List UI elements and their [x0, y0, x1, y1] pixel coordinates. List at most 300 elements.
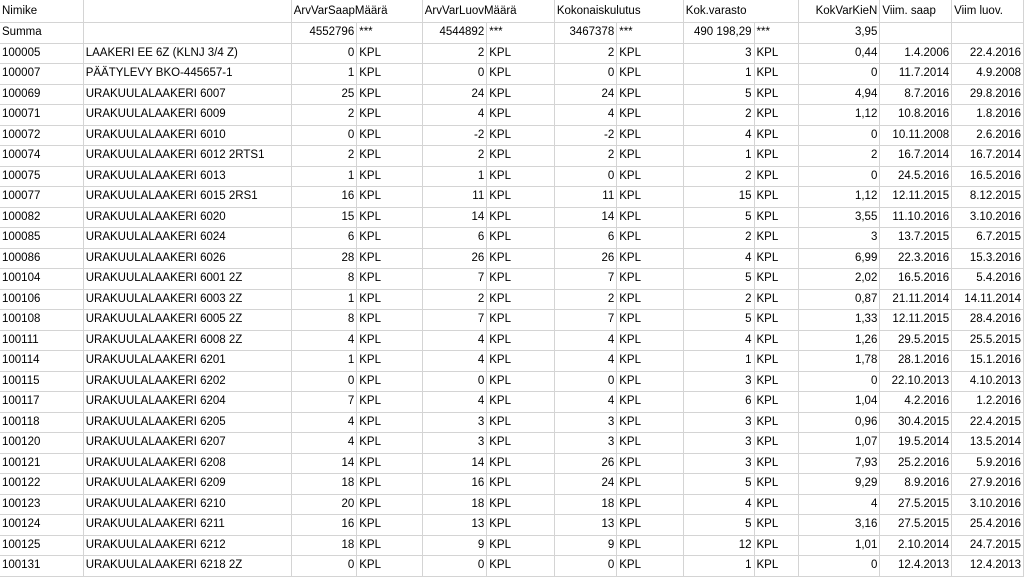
cell-unit-kulutus[interactable]: KPL — [617, 146, 684, 167]
cell-item-code[interactable]: 100069 — [0, 84, 83, 105]
cell-arv-var-saap-maara[interactable]: 0 — [291, 371, 357, 392]
cell-item-name[interactable]: URAKUULALAAKERI 6012 2RTS1 — [83, 146, 291, 167]
cell-viim-saap[interactable]: 12.4.2013 — [880, 556, 952, 577]
cell-arv-var-luov-maara[interactable]: 24 — [422, 84, 486, 105]
cell-viim-luov[interactable]: 13.5.2014 — [952, 433, 1024, 454]
cell-unit-luov[interactable]: KPL — [487, 269, 555, 290]
cell-unit-varasto[interactable]: KPL — [754, 64, 799, 85]
cell-kok-var-kien[interactable]: 0 — [799, 371, 880, 392]
cell-item-name[interactable]: URAKUULALAAKERI 6202 — [83, 371, 291, 392]
cell-arv-var-saap-maara[interactable]: 1 — [291, 166, 357, 187]
cell-arv-var-saap-maara[interactable]: 0 — [291, 125, 357, 146]
cell-arv-var-saap-maara[interactable]: 20 — [291, 494, 357, 515]
cell-viim-saap[interactable]: 8.7.2016 — [880, 84, 952, 105]
cell-kok-varasto[interactable]: 3 — [683, 43, 754, 64]
cell-item-name[interactable]: URAKUULALAAKERI 6207 — [83, 433, 291, 454]
cell-unit-varasto[interactable]: KPL — [754, 125, 799, 146]
cell-unit-saap[interactable]: KPL — [357, 515, 423, 536]
cell-item-name[interactable]: URAKUULALAAKERI 6020 — [83, 207, 291, 228]
cell-kok-var-kien[interactable]: 0,44 — [799, 43, 880, 64]
cell-unit-luov[interactable]: *** — [487, 23, 555, 44]
cell-viim-saap[interactable]: 11.10.2016 — [880, 207, 952, 228]
cell-unit-luov[interactable]: KPL — [487, 43, 555, 64]
cell-unit-kulutus[interactable]: KPL — [617, 351, 684, 372]
cell-kok-varasto[interactable]: 2 — [683, 105, 754, 126]
cell-item-code[interactable]: 100104 — [0, 269, 83, 290]
cell-item-name[interactable]: URAKUULALAAKERI 6009 — [83, 105, 291, 126]
cell-unit-luov[interactable]: KPL — [487, 556, 555, 577]
cell-unit-saap[interactable]: KPL — [357, 351, 423, 372]
cell-kokonaiskulutus[interactable]: 0 — [554, 166, 616, 187]
cell-item-name[interactable]: PÄÄTYLEVY BKO-445657-1 — [83, 64, 291, 85]
cell-unit-kulutus[interactable]: KPL — [617, 105, 684, 126]
cell-kokonaiskulutus[interactable]: Kokonaiskulutus — [554, 0, 616, 23]
cell-unit-luov[interactable]: KPL — [487, 412, 555, 433]
cell-item-code[interactable]: 100108 — [0, 310, 83, 331]
cell-unit-saap[interactable]: KPL — [357, 474, 423, 495]
cell-unit-varasto[interactable]: KPL — [754, 146, 799, 167]
cell-viim-saap[interactable]: 29.5.2015 — [880, 330, 952, 351]
cell-unit-kulutus[interactable]: KPL — [617, 64, 684, 85]
cell-item-code[interactable]: 100120 — [0, 433, 83, 454]
cell-unit-saap[interactable]: KPL — [357, 146, 423, 167]
cell-unit-varasto[interactable]: KPL — [754, 392, 799, 413]
cell-viim-saap[interactable]: 16.7.2014 — [880, 146, 952, 167]
cell-kokonaiskulutus[interactable]: 3 — [554, 412, 616, 433]
cell-unit-varasto[interactable]: *** — [754, 23, 799, 44]
cell-unit-saap[interactable]: KPL — [357, 535, 423, 556]
cell-viim-luov[interactable]: 16.5.2016 — [952, 166, 1024, 187]
cell-unit-luov[interactable]: KPL — [487, 433, 555, 454]
cell-unit-varasto[interactable]: KPL — [754, 453, 799, 474]
cell-unit-kulutus[interactable]: *** — [617, 23, 684, 44]
cell-unit-kulutus[interactable]: KPL — [617, 207, 684, 228]
cell-kok-varasto[interactable]: 3 — [683, 371, 754, 392]
cell-kok-varasto[interactable]: 1 — [683, 556, 754, 577]
cell-unit-kulutus[interactable]: KPL — [617, 166, 684, 187]
cell-viim-luov[interactable]: 24.7.2015 — [952, 535, 1024, 556]
cell-arv-var-luov-maara[interactable]: 6 — [422, 228, 486, 249]
cell-viim-luov[interactable]: 2.6.2016 — [952, 125, 1024, 146]
cell-arv-var-saap-maara[interactable]: 6 — [291, 228, 357, 249]
cell-unit-luov[interactable]: KPL — [487, 166, 555, 187]
cell-arv-var-saap-maara[interactable]: 4 — [291, 433, 357, 454]
cell-kokonaiskulutus[interactable]: 26 — [554, 248, 616, 269]
cell-arv-var-luov-maara[interactable]: ArvVarLuovMäärä — [422, 0, 486, 23]
cell-kok-var-kien[interactable]: 0,87 — [799, 289, 880, 310]
cell-unit-kulutus[interactable]: KPL — [617, 515, 684, 536]
cell-unit-varasto[interactable]: KPL — [754, 412, 799, 433]
cell-unit-varasto[interactable]: KPL — [754, 248, 799, 269]
cell-viim-saap[interactable] — [880, 23, 952, 44]
cell-kok-var-kien[interactable]: 1,78 — [799, 351, 880, 372]
cell-viim-saap[interactable]: 19.5.2014 — [880, 433, 952, 454]
cell-item-code[interactable]: 100106 — [0, 289, 83, 310]
cell-unit-saap[interactable]: KPL — [357, 187, 423, 208]
cell-viim-saap[interactable]: 25.2.2016 — [880, 453, 952, 474]
cell-kok-varasto[interactable]: 3 — [683, 453, 754, 474]
cell-viim-luov[interactable]: 5.9.2016 — [952, 453, 1024, 474]
cell-unit-saap[interactable]: KPL — [357, 125, 423, 146]
cell-item-code[interactable]: 100007 — [0, 64, 83, 85]
cell-kok-varasto[interactable]: 5 — [683, 310, 754, 331]
cell-kok-var-kien[interactable]: 4,94 — [799, 84, 880, 105]
cell-kok-var-kien[interactable]: 1,33 — [799, 310, 880, 331]
cell-item-name[interactable]: URAKUULALAAKERI 6209 — [83, 474, 291, 495]
cell-unit-kulutus[interactable]: KPL — [617, 494, 684, 515]
cell-unit-varasto[interactable]: KPL — [754, 556, 799, 577]
cell-arv-var-saap-maara[interactable]: 4 — [291, 412, 357, 433]
cell-unit-varasto[interactable]: KPL — [754, 515, 799, 536]
cell-item-code[interactable]: 100114 — [0, 351, 83, 372]
cell-unit-luov[interactable]: KPL — [487, 453, 555, 474]
cell-arv-var-saap-maara[interactable]: 1 — [291, 351, 357, 372]
cell-viim-saap[interactable]: 10.8.2016 — [880, 105, 952, 126]
cell-kok-var-kien[interactable]: 7,93 — [799, 453, 880, 474]
cell-unit-kulutus[interactable]: KPL — [617, 392, 684, 413]
cell-unit-varasto[interactable]: KPL — [754, 84, 799, 105]
cell-arv-var-luov-maara[interactable]: 0 — [422, 371, 486, 392]
cell-unit-luov[interactable]: KPL — [487, 392, 555, 413]
cell-viim-luov[interactable]: 28.4.2016 — [952, 310, 1024, 331]
cell-unit-luov[interactable]: KPL — [487, 289, 555, 310]
cell-kok-var-kien[interactable]: 3,95 — [799, 23, 880, 44]
cell-viim-luov[interactable]: 4.10.2013 — [952, 371, 1024, 392]
cell-item-name[interactable]: URAKUULALAAKERI 6024 — [83, 228, 291, 249]
cell-arv-var-saap-maara[interactable]: 14 — [291, 453, 357, 474]
cell-item-name[interactable] — [83, 0, 291, 23]
cell-kokonaiskulutus[interactable]: 4 — [554, 351, 616, 372]
cell-viim-saap[interactable]: 22.3.2016 — [880, 248, 952, 269]
cell-viim-saap[interactable]: 12.11.2015 — [880, 310, 952, 331]
cell-item-name[interactable] — [83, 23, 291, 44]
cell-kokonaiskulutus[interactable]: 26 — [554, 453, 616, 474]
cell-arv-var-luov-maara[interactable]: 4 — [422, 105, 486, 126]
cell-arv-var-saap-maara[interactable]: 2 — [291, 146, 357, 167]
cell-item-code[interactable]: 100075 — [0, 166, 83, 187]
cell-kok-varasto[interactable]: 4 — [683, 248, 754, 269]
cell-kok-var-kien[interactable]: 3 — [799, 228, 880, 249]
cell-unit-luov[interactable]: KPL — [487, 535, 555, 556]
cell-viim-saap[interactable]: 8.9.2016 — [880, 474, 952, 495]
cell-viim-saap[interactable]: 30.4.2015 — [880, 412, 952, 433]
cell-unit-saap[interactable]: KPL — [357, 330, 423, 351]
cell-kokonaiskulutus[interactable]: 4 — [554, 392, 616, 413]
cell-item-name[interactable]: URAKUULALAAKERI 6204 — [83, 392, 291, 413]
cell-kok-varasto[interactable]: 4 — [683, 125, 754, 146]
cell-item-name[interactable]: URAKUULALAAKERI 6205 — [83, 412, 291, 433]
cell-item-name[interactable]: URAKUULALAAKERI 6210 — [83, 494, 291, 515]
cell-kokonaiskulutus[interactable]: 18 — [554, 494, 616, 515]
cell-kok-var-kien[interactable]: 2 — [799, 146, 880, 167]
cell-arv-var-saap-maara[interactable]: 15 — [291, 207, 357, 228]
cell-viim-luov[interactable]: 6.7.2015 — [952, 228, 1024, 249]
cell-arv-var-saap-maara[interactable]: 8 — [291, 269, 357, 290]
cell-unit-saap[interactable]: KPL — [357, 289, 423, 310]
cell-kokonaiskulutus[interactable]: 6 — [554, 228, 616, 249]
cell-viim-luov[interactable]: 1.2.2016 — [952, 392, 1024, 413]
cell-arv-var-luov-maara[interactable]: 4544892 — [422, 23, 486, 44]
cell-unit-saap[interactable]: KPL — [357, 392, 423, 413]
cell-arv-var-saap-maara[interactable]: ArvVarSaapMäärä — [291, 0, 357, 23]
cell-arv-var-saap-maara[interactable]: 18 — [291, 474, 357, 495]
cell-unit-saap[interactable]: KPL — [357, 371, 423, 392]
cell-unit-varasto[interactable]: KPL — [754, 310, 799, 331]
cell-kokonaiskulutus[interactable]: 3 — [554, 433, 616, 454]
cell-kok-var-kien[interactable]: 1,04 — [799, 392, 880, 413]
cell-arv-var-luov-maara[interactable]: 4 — [422, 351, 486, 372]
cell-viim-luov[interactable]: 16.7.2014 — [952, 146, 1024, 167]
cell-viim-saap[interactable]: 16.5.2016 — [880, 269, 952, 290]
cell-unit-luov[interactable]: KPL — [487, 84, 555, 105]
cell-unit-saap[interactable]: KPL — [357, 556, 423, 577]
cell-item-name[interactable]: URAKUULALAAKERI 6026 — [83, 248, 291, 269]
cell-unit-kulutus[interactable]: KPL — [617, 310, 684, 331]
cell-viim-luov[interactable]: 25.5.2015 — [952, 330, 1024, 351]
cell-viim-luov[interactable]: 15.1.2016 — [952, 351, 1024, 372]
cell-arv-var-luov-maara[interactable]: 0 — [422, 556, 486, 577]
cell-viim-saap[interactable]: 28.1.2016 — [880, 351, 952, 372]
cell-viim-saap[interactable]: 24.5.2016 — [880, 166, 952, 187]
cell-unit-luov[interactable]: KPL — [487, 474, 555, 495]
cell-arv-var-saap-maara[interactable]: 0 — [291, 556, 357, 577]
cell-kokonaiskulutus[interactable]: 2 — [554, 289, 616, 310]
cell-kok-var-kien[interactable]: 1,07 — [799, 433, 880, 454]
cell-unit-varasto[interactable]: KPL — [754, 187, 799, 208]
cell-unit-kulutus[interactable]: KPL — [617, 187, 684, 208]
cell-item-code[interactable]: 100123 — [0, 494, 83, 515]
cell-kok-varasto[interactable]: Kok.varasto — [683, 0, 754, 23]
cell-arv-var-saap-maara[interactable]: 8 — [291, 310, 357, 331]
cell-unit-varasto[interactable]: KPL — [754, 166, 799, 187]
cell-unit-luov[interactable]: KPL — [487, 207, 555, 228]
cell-unit-varasto[interactable]: KPL — [754, 535, 799, 556]
cell-unit-varasto[interactable]: KPL — [754, 207, 799, 228]
cell-arv-var-luov-maara[interactable]: 14 — [422, 207, 486, 228]
cell-viim-luov[interactable]: 27.9.2016 — [952, 474, 1024, 495]
cell-unit-varasto[interactable]: KPL — [754, 228, 799, 249]
cell-kokonaiskulutus[interactable]: 0 — [554, 556, 616, 577]
cell-item-name[interactable]: URAKUULALAAKERI 6201 — [83, 351, 291, 372]
cell-item-name[interactable]: URAKUULALAAKERI 6218 2Z — [83, 556, 291, 577]
cell-kok-varasto[interactable]: 2 — [683, 289, 754, 310]
cell-unit-saap[interactable]: KPL — [357, 453, 423, 474]
cell-arv-var-luov-maara[interactable]: 14 — [422, 453, 486, 474]
cell-viim-luov[interactable]: 4.9.2008 — [952, 64, 1024, 85]
cell-unit-saap[interactable]: KPL — [357, 84, 423, 105]
cell-kokonaiskulutus[interactable]: -2 — [554, 125, 616, 146]
cell-viim-saap[interactable]: 21.11.2014 — [880, 289, 952, 310]
cell-kok-var-kien[interactable]: 1,12 — [799, 105, 880, 126]
cell-kok-var-kien[interactable]: 0 — [799, 166, 880, 187]
cell-kokonaiskulutus[interactable]: 0 — [554, 64, 616, 85]
cell-kokonaiskulutus[interactable]: 2 — [554, 146, 616, 167]
cell-unit-saap[interactable]: KPL — [357, 412, 423, 433]
cell-kok-var-kien[interactable]: 1,01 — [799, 535, 880, 556]
cell-viim-luov[interactable]: 22.4.2015 — [952, 412, 1024, 433]
cell-viim-luov[interactable]: 12.4.2013 — [952, 556, 1024, 577]
cell-viim-luov[interactable]: 29.8.2016 — [952, 84, 1024, 105]
cell-unit-kulutus[interactable]: KPL — [617, 330, 684, 351]
cell-kok-var-kien[interactable]: 0 — [799, 556, 880, 577]
cell-kokonaiskulutus[interactable]: 9 — [554, 535, 616, 556]
cell-kok-varasto[interactable]: 3 — [683, 433, 754, 454]
cell-kok-var-kien[interactable]: 0 — [799, 64, 880, 85]
cell-unit-luov[interactable]: KPL — [487, 330, 555, 351]
cell-kok-var-kien[interactable]: 1,12 — [799, 187, 880, 208]
cell-item-code[interactable]: 100118 — [0, 412, 83, 433]
cell-unit-varasto[interactable]: KPL — [754, 351, 799, 372]
cell-unit-saap[interactable]: KPL — [357, 494, 423, 515]
cell-item-code[interactable]: 100072 — [0, 125, 83, 146]
cell-unit-varasto[interactable] — [754, 0, 799, 23]
cell-unit-saap[interactable]: KPL — [357, 248, 423, 269]
cell-viim-saap[interactable]: 11.7.2014 — [880, 64, 952, 85]
cell-arv-var-saap-maara[interactable]: 25 — [291, 84, 357, 105]
cell-item-name[interactable]: URAKUULALAAKERI 6010 — [83, 125, 291, 146]
cell-arv-var-luov-maara[interactable]: 16 — [422, 474, 486, 495]
cell-item-name[interactable]: URAKUULALAAKERI 6008 2Z — [83, 330, 291, 351]
cell-item-code[interactable]: 100071 — [0, 105, 83, 126]
cell-arv-var-luov-maara[interactable]: 3 — [422, 433, 486, 454]
cell-unit-luov[interactable]: KPL — [487, 228, 555, 249]
cell-item-code[interactable]: 100117 — [0, 392, 83, 413]
cell-kokonaiskulutus[interactable]: 24 — [554, 84, 616, 105]
cell-item-code[interactable]: 100086 — [0, 248, 83, 269]
cell-unit-luov[interactable]: KPL — [487, 248, 555, 269]
cell-unit-luov[interactable]: KPL — [487, 64, 555, 85]
cell-kok-varasto[interactable]: 5 — [683, 515, 754, 536]
cell-arv-var-luov-maara[interactable]: 2 — [422, 43, 486, 64]
cell-unit-varasto[interactable]: KPL — [754, 43, 799, 64]
cell-kokonaiskulutus[interactable]: 2 — [554, 43, 616, 64]
cell-kok-varasto[interactable]: 1 — [683, 351, 754, 372]
cell-item-code[interactable]: Nimike — [0, 0, 83, 23]
cell-unit-kulutus[interactable]: KPL — [617, 228, 684, 249]
cell-viim-luov[interactable]: 8.12.2015 — [952, 187, 1024, 208]
cell-kok-varasto[interactable]: 5 — [683, 84, 754, 105]
cell-arv-var-luov-maara[interactable]: 26 — [422, 248, 486, 269]
cell-unit-saap[interactable]: KPL — [357, 105, 423, 126]
cell-arv-var-saap-maara[interactable]: 7 — [291, 392, 357, 413]
cell-unit-kulutus[interactable]: KPL — [617, 433, 684, 454]
cell-item-code[interactable]: 100125 — [0, 535, 83, 556]
cell-viim-luov[interactable]: 3.10.2016 — [952, 494, 1024, 515]
cell-arv-var-luov-maara[interactable]: 2 — [422, 289, 486, 310]
cell-arv-var-saap-maara[interactable]: 4 — [291, 330, 357, 351]
cell-kok-varasto[interactable]: 15 — [683, 187, 754, 208]
cell-unit-saap[interactable]: KPL — [357, 269, 423, 290]
cell-unit-saap[interactable]: KPL — [357, 228, 423, 249]
cell-item-code[interactable]: 100124 — [0, 515, 83, 536]
cell-kok-varasto[interactable]: 5 — [683, 269, 754, 290]
cell-kok-varasto[interactable]: 6 — [683, 392, 754, 413]
cell-unit-luov[interactable]: KPL — [487, 105, 555, 126]
cell-kok-var-kien[interactable]: 2,02 — [799, 269, 880, 290]
cell-kok-var-kien[interactable]: KokVarKieN — [799, 0, 880, 23]
cell-item-name[interactable]: URAKUULALAAKERI 6013 — [83, 166, 291, 187]
cell-unit-kulutus[interactable]: KPL — [617, 125, 684, 146]
cell-unit-saap[interactable]: KPL — [357, 310, 423, 331]
cell-unit-varasto[interactable]: KPL — [754, 269, 799, 290]
cell-unit-kulutus[interactable]: KPL — [617, 535, 684, 556]
cell-item-name[interactable]: URAKUULALAAKERI 6007 — [83, 84, 291, 105]
cell-unit-saap[interactable]: *** — [357, 23, 423, 44]
cell-arv-var-saap-maara[interactable]: 2 — [291, 105, 357, 126]
cell-kok-varasto[interactable]: 2 — [683, 166, 754, 187]
cell-item-code[interactable]: 100082 — [0, 207, 83, 228]
cell-kok-varasto[interactable]: 5 — [683, 207, 754, 228]
cell-item-name[interactable]: LAAKERI EE 6Z (KLNJ 3/4 Z) — [83, 43, 291, 64]
cell-unit-varasto[interactable]: KPL — [754, 105, 799, 126]
cell-kok-var-kien[interactable]: 0,96 — [799, 412, 880, 433]
cell-item-name[interactable]: URAKUULALAAKERI 6003 2Z — [83, 289, 291, 310]
cell-viim-saap[interactable]: 12.11.2015 — [880, 187, 952, 208]
cell-kokonaiskulutus[interactable]: 3467378 — [554, 23, 616, 44]
cell-unit-saap[interactable]: KPL — [357, 43, 423, 64]
cell-viim-luov[interactable]: 15.3.2016 — [952, 248, 1024, 269]
cell-kokonaiskulutus[interactable]: 24 — [554, 474, 616, 495]
cell-kokonaiskulutus[interactable]: 7 — [554, 310, 616, 331]
cell-viim-saap[interactable]: 4.2.2016 — [880, 392, 952, 413]
cell-viim-saap[interactable]: 1.4.2006 — [880, 43, 952, 64]
cell-arv-var-saap-maara[interactable]: 1 — [291, 64, 357, 85]
cell-kokonaiskulutus[interactable]: 4 — [554, 330, 616, 351]
cell-kokonaiskulutus[interactable]: 13 — [554, 515, 616, 536]
cell-viim-luov[interactable]: 3.10.2016 — [952, 207, 1024, 228]
cell-unit-kulutus[interactable]: KPL — [617, 43, 684, 64]
cell-viim-saap[interactable]: 13.7.2015 — [880, 228, 952, 249]
cell-kok-varasto[interactable]: 12 — [683, 535, 754, 556]
cell-item-code[interactable]: 100131 — [0, 556, 83, 577]
cell-arv-var-luov-maara[interactable]: 2 — [422, 146, 486, 167]
cell-item-code[interactable]: 100085 — [0, 228, 83, 249]
cell-unit-saap[interactable]: KPL — [357, 207, 423, 228]
cell-kok-var-kien[interactable]: 0 — [799, 125, 880, 146]
cell-arv-var-luov-maara[interactable]: 3 — [422, 412, 486, 433]
cell-arv-var-luov-maara[interactable]: 4 — [422, 392, 486, 413]
cell-kok-varasto[interactable]: 4 — [683, 330, 754, 351]
cell-kok-varasto[interactable]: 5 — [683, 474, 754, 495]
cell-unit-kulutus[interactable]: KPL — [617, 84, 684, 105]
cell-unit-luov[interactable]: KPL — [487, 187, 555, 208]
cell-arv-var-luov-maara[interactable]: 18 — [422, 494, 486, 515]
cell-unit-varasto[interactable]: KPL — [754, 494, 799, 515]
cell-viim-saap[interactable]: 2.10.2014 — [880, 535, 952, 556]
cell-viim-saap[interactable]: Viim. saap — [880, 0, 952, 23]
cell-unit-luov[interactable]: KPL — [487, 371, 555, 392]
cell-unit-luov[interactable]: KPL — [487, 351, 555, 372]
cell-kok-varasto[interactable]: 1 — [683, 146, 754, 167]
cell-item-name[interactable]: URAKUULALAAKERI 6001 2Z — [83, 269, 291, 290]
cell-kok-var-kien[interactable]: 6,99 — [799, 248, 880, 269]
cell-unit-kulutus[interactable]: KPL — [617, 556, 684, 577]
cell-unit-kulutus[interactable]: KPL — [617, 371, 684, 392]
cell-arv-var-saap-maara[interactable]: 16 — [291, 187, 357, 208]
cell-unit-luov[interactable]: KPL — [487, 146, 555, 167]
cell-viim-luov[interactable]: 22.4.2016 — [952, 43, 1024, 64]
cell-kokonaiskulutus[interactable]: 14 — [554, 207, 616, 228]
cell-kok-varasto[interactable]: 2 — [683, 228, 754, 249]
cell-kokonaiskulutus[interactable]: 11 — [554, 187, 616, 208]
cell-unit-luov[interactable]: KPL — [487, 125, 555, 146]
cell-kok-varasto[interactable]: 490 198,29 — [683, 23, 754, 44]
cell-item-name[interactable]: URAKUULALAAKERI 6005 2Z — [83, 310, 291, 331]
cell-item-code[interactable]: 100077 — [0, 187, 83, 208]
cell-arv-var-luov-maara[interactable]: 7 — [422, 269, 486, 290]
cell-kok-varasto[interactable]: 4 — [683, 494, 754, 515]
cell-unit-luov[interactable]: KPL — [487, 494, 555, 515]
